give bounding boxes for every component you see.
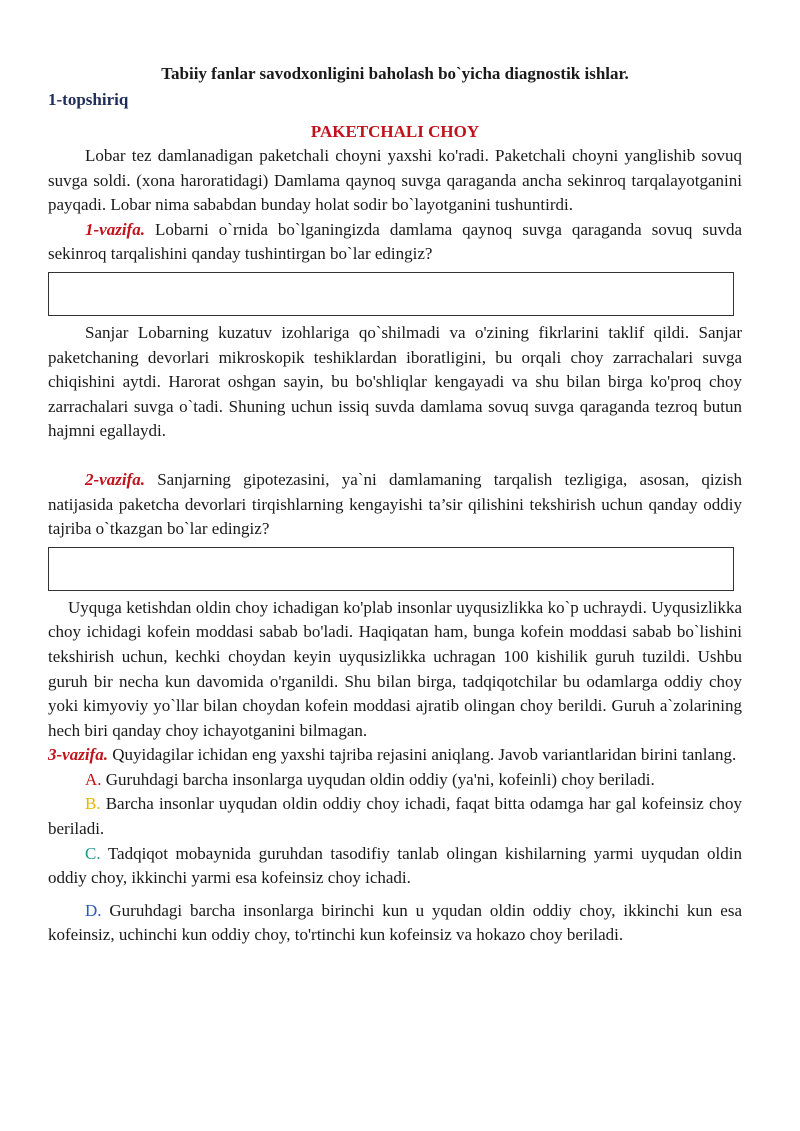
option-b-text: Barcha insonlar uyqudan oldin oddiy choy ichadi, faqat bitta odamga har gal kofeinsiz choy beriladi. [48, 794, 742, 839]
answer-box-2[interactable] [48, 547, 734, 591]
task-1-question [48, 218, 742, 267]
task-3-question [48, 743, 742, 768]
option-d-letter: D. [85, 900, 102, 920]
option-c[interactable] [48, 842, 742, 891]
task-3-text: Quyidagilar ichidan eng yaxshi tajriba rejasini aniqlang. Javob variantlaridan birini tanlang. [107, 745, 737, 765]
task-2-label: 2-vazifa. [85, 469, 145, 489]
spacer [48, 444, 742, 468]
paragraph-intro: Lobar tez damlanadigan paketchali choyni yaxshi ko'radi. Paketchali choyni yanglishib sovuq suvga soldi. (xona haroratidagi) Damlama qaynoq suvga qaraganda ancha sekinroq tarqalayotganini payqadi. Lobar nima sababdan bunday holat sodir bo`layotganini tushuntirdi. [48, 146, 742, 215]
answer-box-1[interactable] [48, 272, 734, 316]
option-c-text: Tadqiqot mobaynida guruhdan tasodifiy tanlab olingan kishilarning yarmi uyqudan oldin oddiy choy, ikkinchi yarmi esa kofeinsiz choy ichadi. [48, 843, 742, 888]
option-a-text: Guruhdagi barcha insonlarga uyqudan oldin oddiy (ya'ni, kofeinli) choy beriladi. [101, 769, 655, 789]
option-c-letter: C. [85, 843, 101, 863]
paragraph-experiment: Uyquga ketishdan oldin choy ichadigan ko'plab insonlar uyqusizlikka ko`p uchraydi. Uyqusizlikka choy ichidagi kofein moddasi sabab bo'ladi. Haqiqatan ham, bunga kofein moddasi sabab bo`lishini tekshirish uchun, kechki choydan keyin uyqusizlikka uchragan 100 kishilik guruh tuzildi. Ushbu guruh bir necha kun davomida o'rganildi. Shu bilan birga, tadqiqotchilar bu odamlarga oddiy choy yoki kimyoviy yo`llar bilan choydan kofein moddasi ajratib olingan choy berildi. Guruh a`zolarining hech biri qanday choy ichayotganini bilmagan. [48, 597, 742, 740]
section-heading: PAKETCHALI CHOY [310, 122, 480, 141]
paragraph-hypothesis: Sanjar Lobarning kuzatuv izohlariga qo`shilmadi va o'zining fikrlarini taklif qildi. Sanjar paketchaning devorlari mikroskopik teshiklardan iboratligini, bu orqali choy zarrachalari suvga chiqishini aytdi. Harorat oshgan sayin, bu bo'shliqlar kengayadi va shu bilan birga ko'proq choy zarrachalari suvga o`tadi. Shuning uchun issiq suvda damlama sovuq suvga qaraganda tezroq butun hajmni egallaydi. [48, 322, 742, 441]
document-page [48, 62, 742, 948]
task-2-text: Sanjarning gipotezasini, ya`ni damlamaning tarqalish tezligiga, asosan, qizish natijasida paketcha devorlari tirqishlarning kengayishi ta’sir qilishini tekshirish uchun qanday oddiy tajriba o`tkazgan bo`lar edingiz? [48, 469, 742, 539]
option-a[interactable] [48, 768, 742, 793]
option-d[interactable] [48, 899, 742, 948]
task-1-text: Lobarni o`rnida bo`lganingizda damlama qaynoq suvga qaraganda sovuq suvda sekinroq tarqalishini qanday tushintirgan bo`lar edingiz? [48, 219, 742, 264]
page-title: Tabiiy fanlar savodxonligini baholash bo`yicha diagnostik ishlar. [161, 64, 629, 83]
task-3-label: 3-vazifa. [48, 745, 108, 765]
spacer [48, 891, 742, 899]
option-b[interactable] [48, 792, 742, 841]
option-a-letter: A. [85, 769, 102, 789]
option-b-letter: B. [85, 794, 101, 814]
option-d-text: Guruhdagi barcha insonlarga birinchi kun u yqudan oldin oddiy choy, ikkinchi kun esa kofeinsiz, uchinchi kun oddiy choy, to'rtinchi kun kofeinsiz va hokazo choy beriladi. [48, 900, 742, 945]
task-label: 1-topshiriq [48, 90, 129, 109]
task-2-question [48, 468, 742, 542]
task-1-label: 1-vazifa. [85, 219, 145, 239]
